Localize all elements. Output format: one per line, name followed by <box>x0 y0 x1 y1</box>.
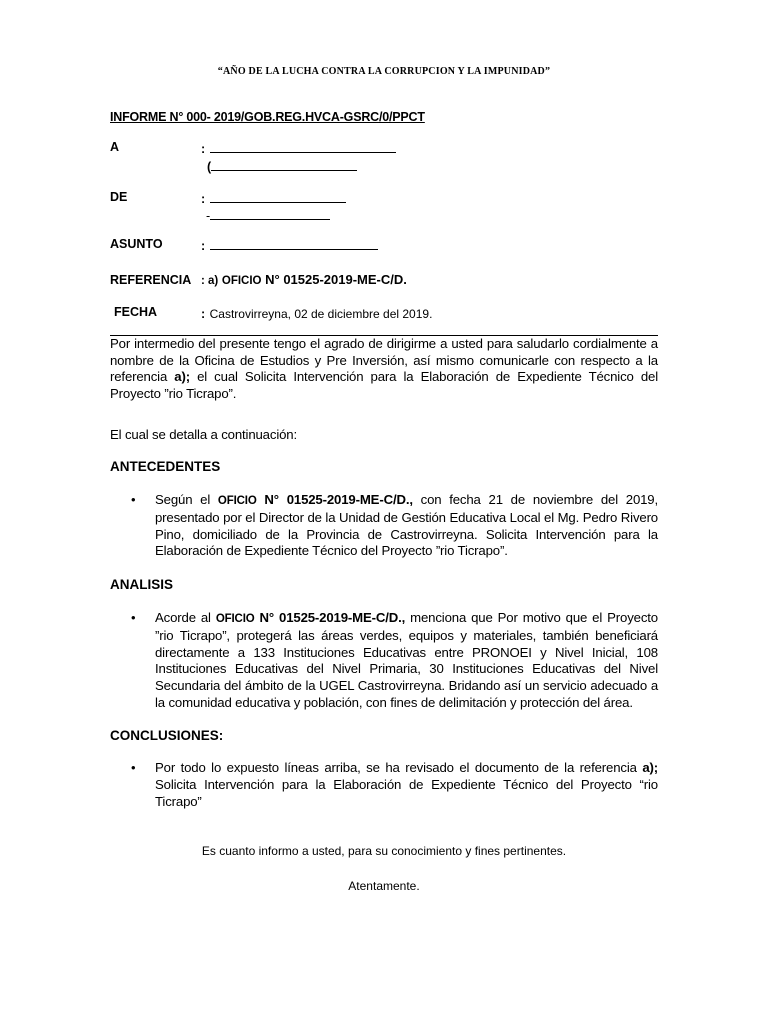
analisis-oficio: OFICIO <box>215 613 255 625</box>
field-referencia-value <box>201 272 407 287</box>
antecedentes-bullet: • <box>131 492 136 507</box>
antecedentes-oficio-number: N° 01525-2019-ME-C/D., <box>256 492 413 507</box>
field-de-line1 <box>201 190 346 208</box>
intro-text-after: el cual Solicita Intervención para la Elaboración de Expediente Técnico del Proyecto ”rio Ticrapo”. <box>110 369 658 401</box>
field-referencia-label: REFERENCIA <box>110 273 192 287</box>
conclusiones-ref-bold: a); <box>642 760 658 775</box>
field-asunto-label: ASUNTO <box>110 237 163 251</box>
conclusiones-text-end: Solicita Intervención para la Elaboración de Expediente Técnico del Proyecto “rio Ticrapo” <box>155 776 658 809</box>
closing-atentamente: Atentamente. <box>348 879 420 893</box>
field-de-line2 <box>206 207 330 223</box>
intro-paragraph <box>110 336 658 402</box>
field-asunto-colon: : <box>201 239 206 253</box>
conclusiones-item <box>155 760 658 810</box>
field-a-paren: ( <box>207 160 212 174</box>
document-motto: “AÑO DE LA LUCHA CONTRA LA CORRUPCION Y LA IMPUNIDAD” <box>217 66 551 77</box>
field-fecha-line <box>201 305 432 323</box>
intro-text-before: Por intermedio del presente tengo el agrado de dirigirme a usted para saludarlo cordialmente a nombre de la Oficina de Estudios y Pre Inversión, así mismo comunicarle con respecto a la referencia <box>110 336 658 384</box>
referencia-colon: : a) <box>201 275 219 287</box>
informe-title: INFORME N° 000- 2019/GOB.REG.HVCA-GSRC/0/PPCT <box>110 110 425 124</box>
referencia-oficio: OFICIO <box>221 275 262 287</box>
field-de-blank <box>210 190 346 203</box>
analisis-bullet: • <box>131 610 136 625</box>
field-a-blank <box>210 140 396 153</box>
analisis-heading: ANALISIS <box>110 577 174 592</box>
field-fecha-value: Castrovirreyna, 02 de diciembre del 2019. <box>209 307 433 321</box>
field-a-blank-2 <box>211 158 357 171</box>
field-asunto-line <box>201 237 378 255</box>
analisis-text-end: menciona que Por motivo que el Proyecto ”rio Ticrapo”, protegerá las áreas verdes, equipos y materiales, también beneficiará directamente a 133 Instituciones Educativas entre PRONOEI y Nivel Inicial, 108 Instituciones Educativas del Nivel Primaria, 30 Instituciones Educativas del Nivel Secundaria del ámbito de la UGEL Castrovirreyna. Bridando así un servicio adecuado a la comunidad educativa y población, con fines de delimitación y protección del área. <box>155 610 658 710</box>
field-a-colon: : <box>201 142 206 156</box>
field-de-colon: : <box>201 192 206 206</box>
antecedentes-text-end: con fecha 21 de noviembre del 2019, presentado por el Director de la Unidad de Gestión Educativa Local el Mg. Pedro Rivero Pino, domiciliado de la Provincia de Castrovirreyna. Solicita Intervención para la Elaboración de Expediente Técnico del Proyecto ”rio Ticrapo”. <box>155 492 659 559</box>
intro-ref-bold: a); <box>174 369 190 384</box>
field-fecha-label: FECHA <box>114 305 158 319</box>
field-a-label: A <box>110 140 120 154</box>
antecedentes-oficio: OFICIO <box>217 495 257 507</box>
conclusiones-text-start: Por todo lo expuesto líneas arriba, se ha revisado el documento de la referencia <box>155 760 643 775</box>
closing-line: Es cuanto informo a usted, para su conocimiento y fines pertinentes. <box>201 844 567 858</box>
antecedentes-heading: ANTECEDENTES <box>110 459 221 474</box>
analisis-text-start: Acorde al <box>155 610 216 625</box>
field-fecha-colon: : <box>201 307 206 321</box>
detalla-line: El cual se detalla a continuación: <box>110 427 297 442</box>
analisis-oficio-number: N° 01525-2019-ME-C/D., <box>254 610 406 625</box>
conclusiones-bullet: • <box>131 760 136 775</box>
field-de-label: DE <box>110 190 128 204</box>
antecedentes-text-start: Según el <box>155 492 218 507</box>
analisis-item <box>155 610 658 712</box>
field-a-line2 <box>207 158 357 174</box>
field-a-line1 <box>201 140 396 158</box>
field-de-blank-2 <box>210 207 330 220</box>
antecedentes-item <box>155 492 658 560</box>
field-asunto-blank <box>210 237 378 250</box>
field-de-dash: - <box>206 209 211 223</box>
conclusiones-heading: CONCLUSIONES: <box>110 728 224 743</box>
referencia-number: N° 01525-2019-ME-C/D. <box>265 272 407 287</box>
